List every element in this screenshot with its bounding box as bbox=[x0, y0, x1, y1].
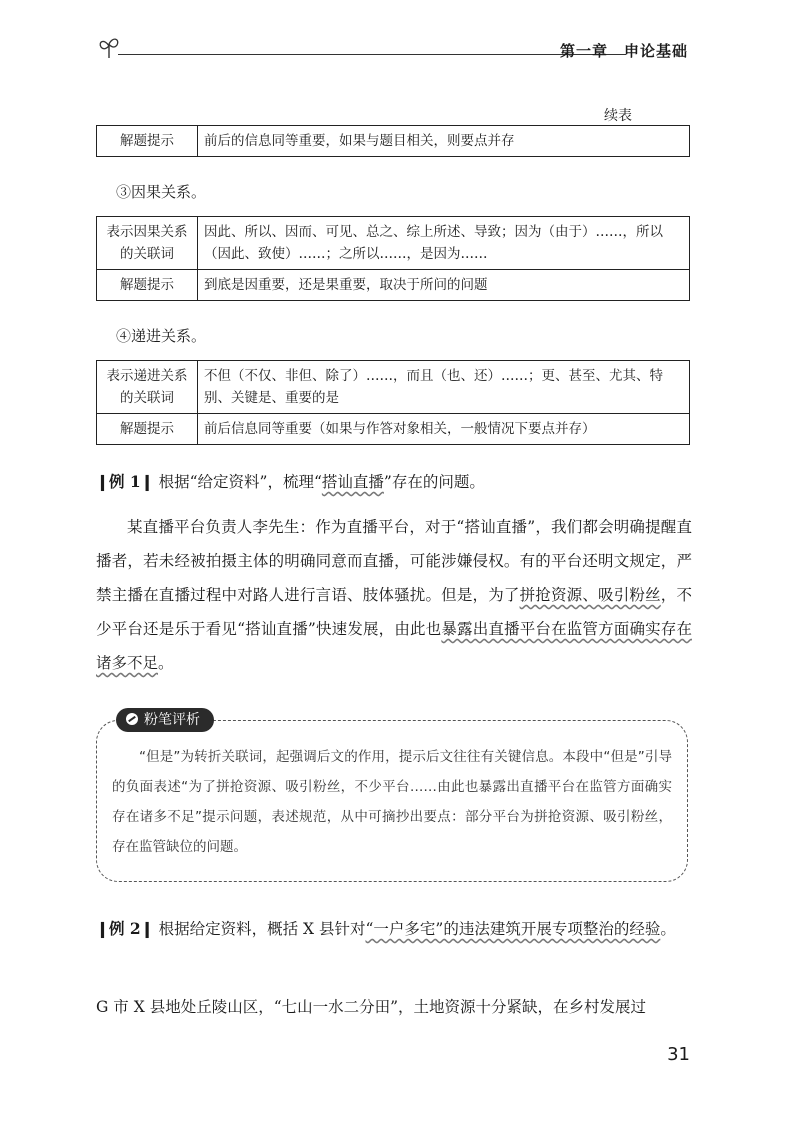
table-key: 解题提示 bbox=[97, 414, 198, 445]
table-value: 前后的信息同等重要，如果与题目相关，则要点并存 bbox=[198, 126, 690, 157]
page-header bbox=[96, 28, 696, 68]
example-1-question bbox=[96, 465, 692, 499]
sprout-icon bbox=[96, 34, 122, 60]
paragraph-underline: 拼抢资源、吸引粉丝 bbox=[519, 586, 661, 604]
continued-label: 续表 bbox=[604, 108, 632, 124]
question-underline: “一户多宅”的违法建筑开展专项整治的经验 bbox=[365, 920, 661, 938]
page-number: 31 bbox=[667, 1044, 690, 1065]
section-title-causal: ③因果关系。 bbox=[116, 183, 207, 201]
pen-icon bbox=[126, 713, 138, 725]
table-row bbox=[97, 217, 690, 270]
example-2-paragraph: G 市 X 县地处丘陵山区，“七山一水二分田”，土地资源十分紧缺，在乡村发展过 bbox=[96, 998, 647, 1016]
question-text: 根据给定资料，概括 X 县针对 bbox=[158, 920, 366, 938]
table-row bbox=[97, 361, 690, 414]
table-key: 表示因果关系的关联词 bbox=[97, 217, 198, 270]
analysis-label bbox=[116, 708, 214, 732]
paragraph-text: 某直播平台负责人李先生：作为直播平台，对于“搭讪直播”，我们都会明确提醒直播者，若未经被拍摄主体的明确同意而直播，可能涉嫌侵权。有的平台还明文规定，严禁主播在直播过程中对路人进行言语、肢体骚扰。但是，为了 bbox=[96, 518, 692, 604]
table-value: 不但（不仅、非但、除了）……，而且（也、还）……；更、甚至、尤其、特别、关键是、重要的是 bbox=[198, 361, 690, 414]
table-progressive bbox=[96, 360, 690, 445]
analysis-label-text: 粉笔评析 bbox=[144, 712, 200, 728]
example-tag: ❙例 1❙ bbox=[96, 472, 154, 491]
example-1-paragraph bbox=[96, 510, 692, 680]
table-key: 表示递进关系的关联词 bbox=[97, 361, 198, 414]
example-2-question bbox=[96, 912, 692, 946]
table-causal bbox=[96, 216, 690, 301]
table-value: 前后信息同等重要（如果与作答对象相关，一般情况下要点并存） bbox=[198, 414, 690, 445]
paragraph-text: ，不少平台还是乐于看见“搭讪直播”快速发展，由此也 bbox=[96, 586, 692, 638]
table-row bbox=[97, 414, 690, 445]
table-value: 到底是因重要，还是果重要，取决于所问的问题 bbox=[198, 270, 690, 301]
paragraph-underline: 暴露出直播平台在监管方面确实存在诸多不足 bbox=[96, 620, 692, 672]
table-row bbox=[97, 270, 690, 301]
table-value: 因此、所以、因而、可见、总之、综上所述、导致；因为（由于）……，所以（因此、致使）……；之所以……，是因为…… bbox=[198, 217, 690, 270]
question-text: ”存在的问题。 bbox=[383, 473, 485, 491]
chapter-title: 第一章 申论基础 bbox=[559, 42, 688, 60]
analysis-text: “但是”为转折关联词，起强调后文的作用，提示后文往往有关键信息。本段中“但是”引导的负面表述“为了拼抢资源、吸引粉丝，不少平台……由此也暴露出直播平台在监管方面确实存在诸多不足”提示问题，表述规范，从中可摘抄出要点：部分平台为拼抢资源、吸引粉丝，存在监管缺位的问题。 bbox=[112, 749, 672, 855]
table-continued bbox=[96, 125, 690, 157]
table-key: 解题提示 bbox=[97, 270, 198, 301]
question-underline: 搭讪直播 bbox=[321, 473, 384, 491]
header-rule bbox=[118, 54, 626, 55]
example-tag: ❙例 2❙ bbox=[96, 919, 154, 938]
question-text: 根据“给定资料”，梳理“ bbox=[158, 473, 322, 491]
question-text: 。 bbox=[660, 920, 676, 938]
table-row bbox=[97, 126, 690, 157]
section-title-progressive: ④递进关系。 bbox=[116, 327, 207, 345]
table-key: 解题提示 bbox=[97, 126, 198, 157]
paragraph-text: 。 bbox=[158, 654, 174, 672]
